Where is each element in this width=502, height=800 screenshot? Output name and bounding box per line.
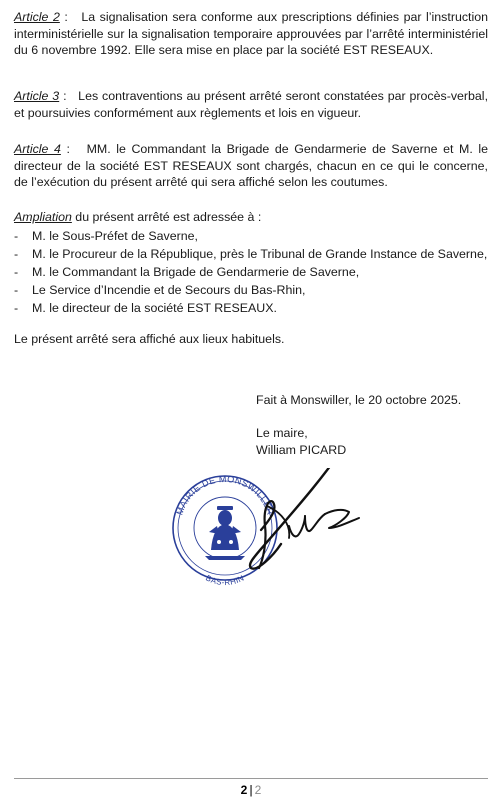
page-separator: | — [249, 783, 253, 797]
svg-text:BAS-RHIN — [204, 573, 245, 587]
closing-paragraph — [14, 331, 488, 348]
seal-bottom-text: BAS-RHIN — [204, 573, 246, 588]
current-page: 2 — [240, 783, 248, 797]
seal-emblem-icon — [205, 506, 245, 560]
article-2-text: La signalisation sera conforme aux prescriptions définies par l’instruction interministérielle sur la signalisation temporaire approuvées par l’arrêté interministériel du 6 novembre 1992. Elle sera mise en place par la société EST RESEAUX. — [14, 10, 489, 58]
article-3-colon: : — [59, 89, 67, 103]
signatory-role: Le maire, — [256, 426, 308, 440]
recipient-text: M. le Commandant la Brigade de Gendarmerie de Saverne, — [32, 264, 360, 279]
closing-text: Le présent arrêté sera affiché aux lieux habituels. — [14, 332, 285, 346]
article-2-label: Article 2 — [14, 10, 60, 24]
ampliation-intro: du présent arrêté est adressée à : — [71, 210, 262, 224]
article-4-colon: : — [60, 142, 70, 156]
recipient-text: M. le Sous-Préfet de Saverne, — [32, 228, 198, 243]
page-number — [0, 783, 502, 797]
article-3 — [14, 88, 488, 121]
seal-top-text: MAIRIE DE MONSWILLER — [174, 473, 276, 517]
footer-divider — [14, 778, 488, 779]
place-date: Fait à Monswiller, le 20 octobre 2025. — [256, 393, 462, 407]
list-item: - Le Service d’Incendie et de Secours du Bas-Rhin, — [14, 282, 306, 297]
article-4-label: Article 4 — [14, 142, 61, 156]
seal-and-signature — [165, 468, 465, 618]
article-4-text: MM. le Commandant la Brigade de Gendarmerie de Saverne et M. le directeur de la société EST RESEAUX sont chargés, chacun en ce qui le concerne, de l’exécution du présent arrêté qui sera affiché selon les coutumes. — [14, 142, 489, 190]
recipient-text: M. le directeur de la société EST RESEAUX. — [32, 300, 277, 315]
total-pages: 2 — [254, 783, 262, 797]
article-3-label: Article 3 — [14, 89, 60, 103]
list-item: - M. le Commandant la Brigade de Gendarmerie de Saverne, — [14, 264, 360, 279]
ampliation-section — [14, 209, 488, 317]
official-seal — [165, 468, 465, 618]
list-item: - M. le directeur de la société EST RESEAUX. — [14, 300, 277, 315]
handwritten-signature — [250, 468, 359, 569]
list-item: - M. le Sous-Préfet de Saverne, — [14, 228, 198, 243]
recipient-text: Le Service d’Incendie et de Secours du Bas-Rhin, — [32, 282, 306, 297]
recipient-list — [14, 227, 488, 317]
ampliation-label: Ampliation — [14, 210, 72, 224]
list-item: - M. le Procureur de la République, près le Tribunal de Grande Instance de Saverne, — [14, 246, 488, 261]
article-2-colon: : — [59, 10, 68, 24]
recipient-text: M. le Procureur de la République, près le Tribunal de Grande Instance de Saverne, — [32, 246, 488, 261]
signatory-name: William PICARD — [256, 443, 347, 457]
article-3-text: Les contraventions au présent arrêté seront constatées par procès-verbal, et poursuivies conformément aux règlements et lois en vigueur. — [14, 89, 489, 120]
article-4 — [14, 141, 488, 191]
article-2 — [14, 9, 488, 59]
